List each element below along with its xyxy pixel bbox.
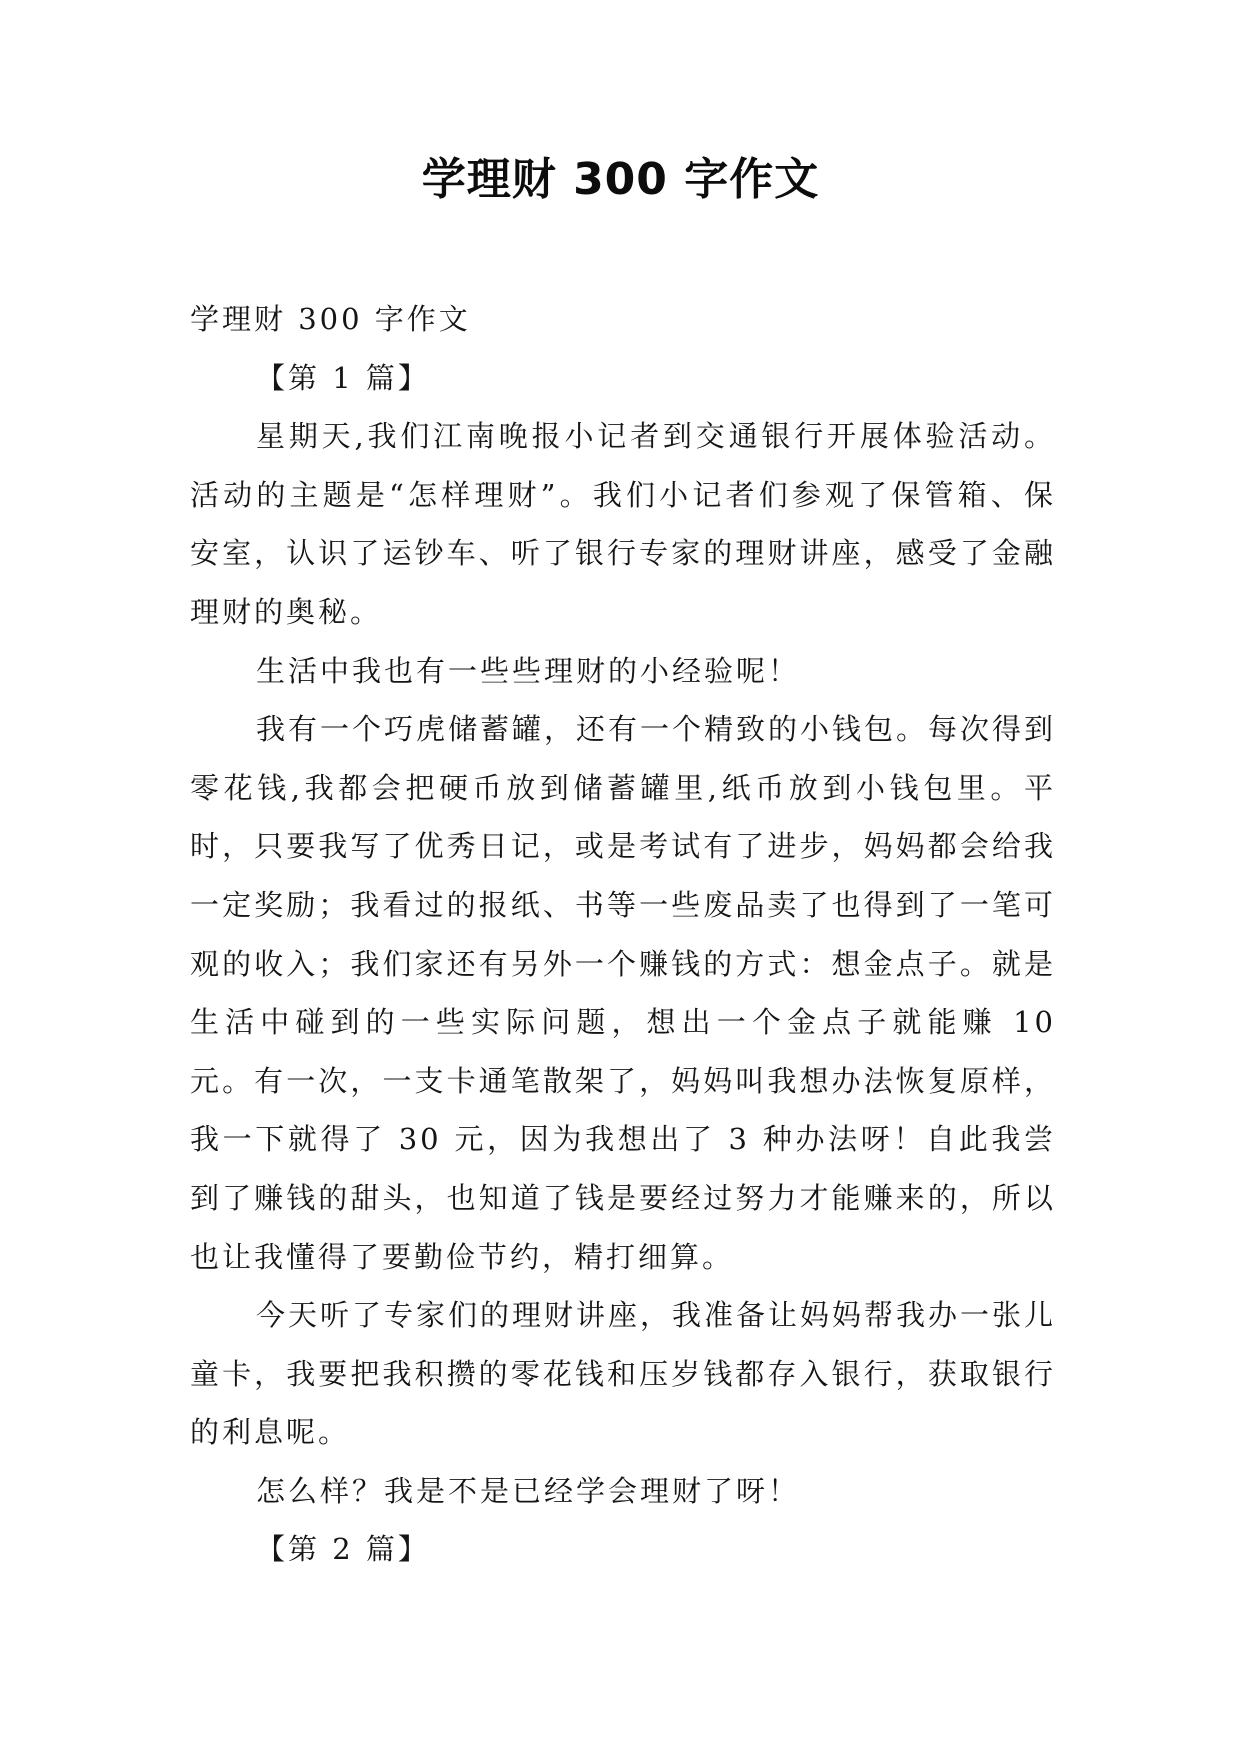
paragraph: 今天听了专家们的理财讲座，我准备让妈妈帮我办一张儿童卡，我要把我积攒的零花钱和压岁钱都存入银行，获取银行的利息呢。	[190, 1298, 1057, 1450]
document-subtitle: 学理财 300 字作文	[190, 302, 471, 336]
section-2-heading: 【第 2 篇】	[256, 1532, 430, 1567]
section-1-heading: 【第 1 篇】	[256, 360, 430, 395]
paragraph: 星期天,我们江南晚报小记者到交通银行开展体验活动。活动的主题是“怎样理财”。我们小记者们参观了保管箱、保安室，认识了运钞车、听了银行专家的理财讲座，感受了金融理财的奥秘。	[190, 419, 1056, 629]
document-body	[190, 290, 1056, 1579]
document-title: 学理财 300 字作文	[421, 154, 820, 205]
paragraph: 我有一个巧虎储蓄罐，还有一个精致的小钱包。每次得到零花钱,我都会把硬币放到储蓄罐里,纸币放到小钱包里。平时，只要我写了优秀日记，或是考试有了进步，妈妈都会给我一定奖励；我看过的报纸、书等一些废品卖了也得到了一笔可观的收入；我们家还有另外一个赚钱的方式：想金点子。就是生活中碰到的一些实际问题，想出一个金点子就能赚 10 元。有一次，一支卡通笔散架了，妈妈叫我想办法恢复原样，我一下就得了 30 元，因为我想出了 3 种办法呀！自此我尝到了赚钱的甜头，也知道了钱是要经过努力才能赚来的，所以也让我懂得了要勤俭节约，精打细算。	[190, 712, 1057, 1274]
paragraph: 生活中我也有一些些理财的小经验呢！	[256, 653, 801, 688]
paragraph: 怎么样？我是不是已经学会理财了呀！	[256, 1473, 801, 1508]
